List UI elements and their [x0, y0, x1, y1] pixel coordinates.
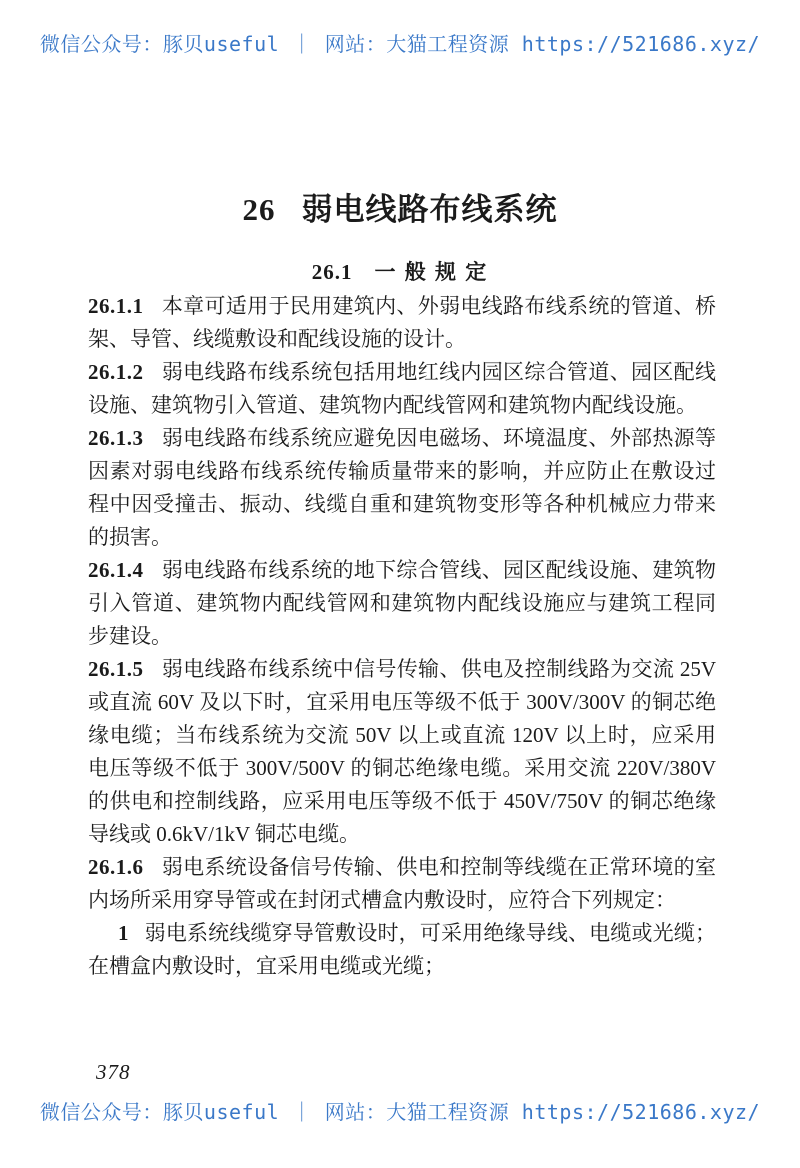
list-item-1	[88, 917, 716, 983]
section-title-text: 一 般 规 定	[374, 260, 489, 285]
clause-number: 26.1.2	[88, 360, 144, 384]
clause-26-1-6	[88, 851, 716, 917]
clause-text: 弱电线路布线系统中信号传输、供电及控制线路为交流 25V 或直流 60V 及以下时，宜采用电压等级不低于 300V/300V 的铜芯绝缘电缆；当布线系统为交流 50V 以上或直流 120V 以上时，应采用电压等级不低于 300V/500V 的铜芯绝缘电缆。采用交流 220V/380V 的供电和控制线路，应采用电压等级不低于 450V/750V 的铜芯绝缘导线或 0.6kV/1kV 铜芯电缆。	[88, 657, 716, 846]
clause-26-1-5	[88, 653, 716, 851]
clause-26-1-1	[88, 290, 716, 356]
list-item-number: 1	[118, 921, 129, 945]
header-watermark: 微信公众号：豚贝useful ｜ 网站：大猫工程资源 https://521686.xyz/	[39, 32, 761, 56]
clause-number: 26.1.3	[88, 426, 144, 450]
clause-text: 弱电线路布线系统的地下综合管线、园区配线设施、建筑物引入管道、建筑物内配线管网和建筑物内配线设施应与建筑工程同步建设。	[88, 558, 716, 648]
footer-watermark: 微信公众号：豚贝useful ｜ 网站：大猫工程资源 https://521686.xyz/	[39, 1100, 761, 1124]
clause-26-1-3	[88, 422, 716, 554]
section-heading	[0, 256, 800, 286]
section-body	[88, 290, 716, 983]
page-number: 378	[96, 1060, 131, 1084]
clause-number: 26.1.1	[88, 294, 144, 318]
list-item-text: 弱电系统线缆穿导管敷设时，可采用绝缘导线、电缆或光缆；在槽盒内敷设时，宜采用电缆或光缆；	[88, 921, 716, 978]
chapter-title	[0, 184, 800, 229]
chapter-number: 26	[242, 191, 276, 227]
clause-26-1-4	[88, 554, 716, 653]
clause-number: 26.1.4	[88, 558, 144, 582]
clause-number: 26.1.6	[88, 855, 144, 879]
clause-text: 弱电线路布线系统包括用地红线内园区综合管道、园区配线设施、建筑物引入管道、建筑物内配线管网和建筑物内配线设施。	[88, 360, 716, 417]
clause-text: 本章可适用于民用建筑内、外弱电线路布线系统的管道、桥架、导管、线缆敷设和配线设施的设计。	[88, 294, 716, 351]
clause-text: 弱电系统设备信号传输、供电和控制等线缆在正常环境的室内场所采用穿导管或在封闭式槽盒内敷设时，应符合下列规定：	[88, 855, 716, 912]
chapter-title-text: 弱电线路布线系统	[301, 191, 558, 227]
section-number: 26.1	[311, 260, 353, 285]
clause-number: 26.1.5	[88, 657, 144, 681]
clause-26-1-2	[88, 356, 716, 422]
clause-text: 弱电线路布线系统应避免因电磁场、环境温度、外部热源等因素对弱电线路布线系统传输质量带来的影响，并应防止在敷设过程中因受撞击、振动、线缆自重和建筑物变形等各种机械应力带来的损害。	[88, 426, 716, 549]
